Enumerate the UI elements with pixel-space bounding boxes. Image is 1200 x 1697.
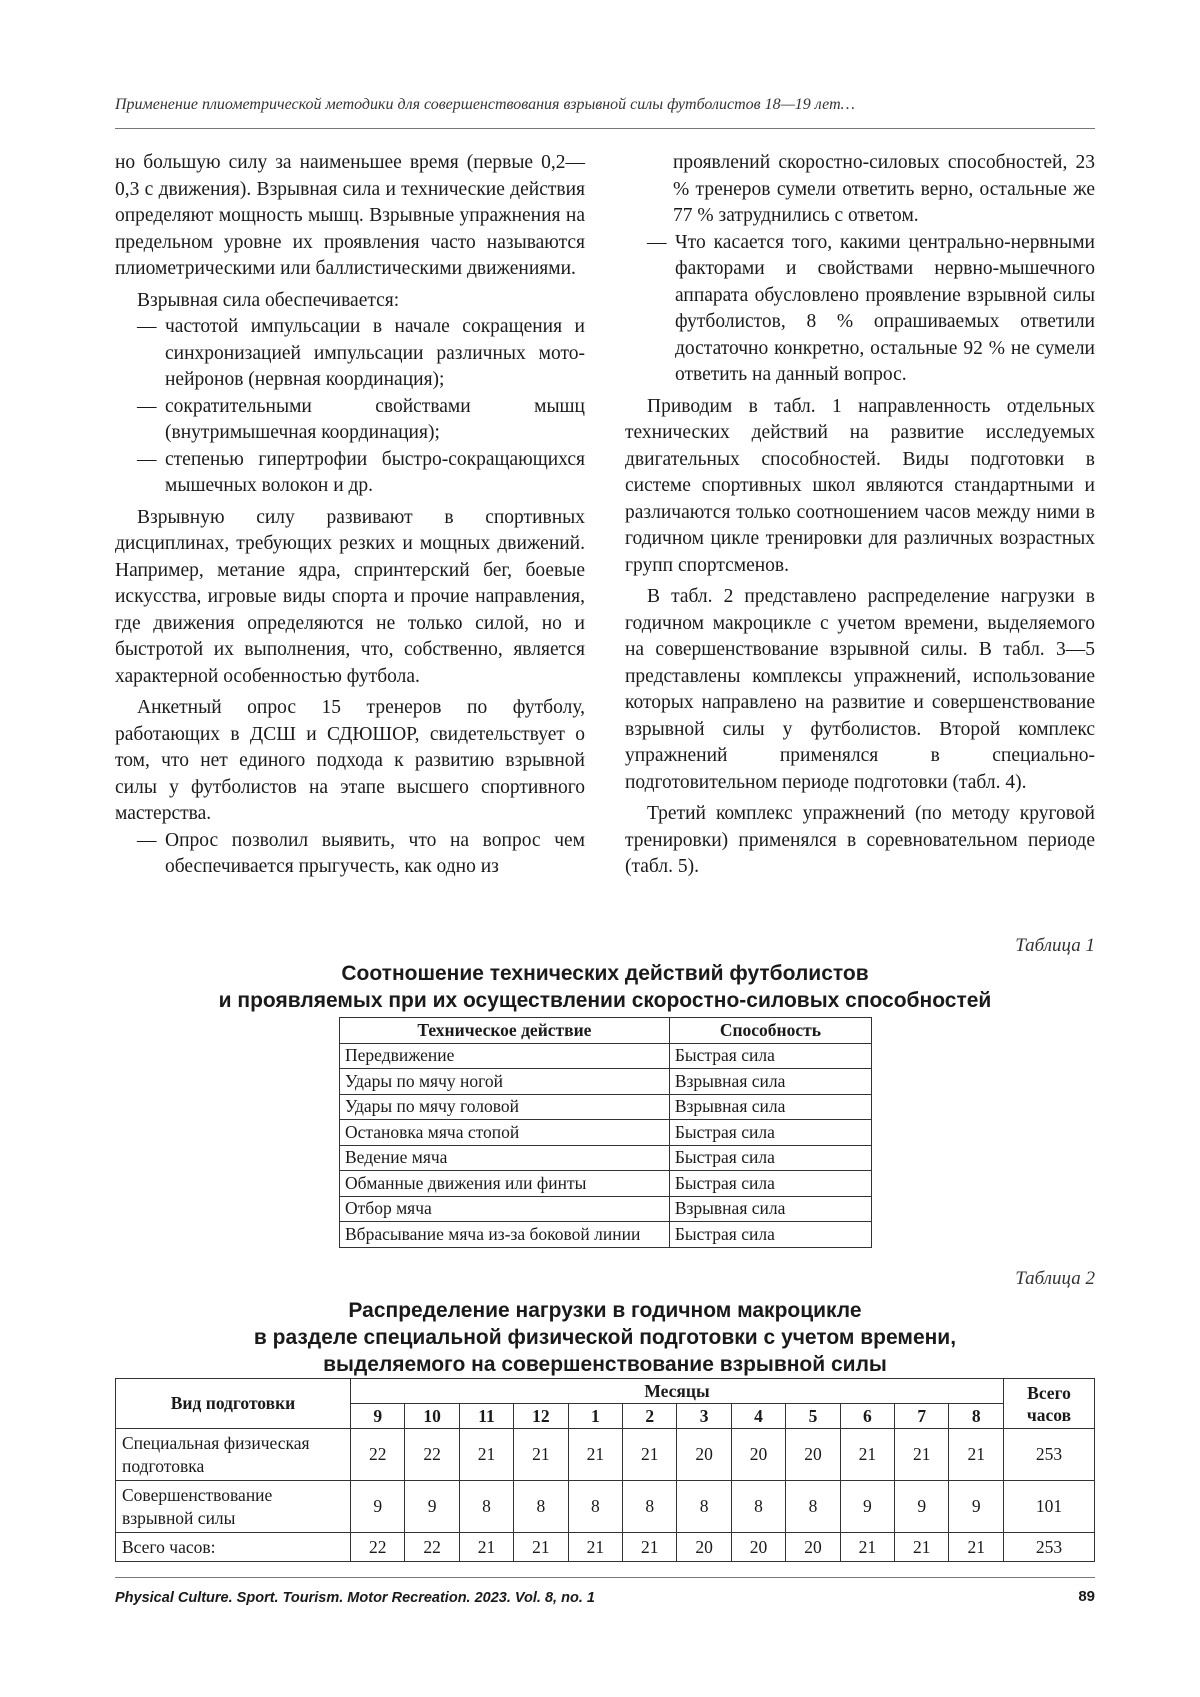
table2-cell-hours: 21 (514, 1533, 568, 1562)
table2-cell-hours: 22 (405, 1429, 459, 1481)
table1-cell-ability: Быстрая сила (669, 1043, 871, 1069)
table2-header-total: Всего часов (1004, 1379, 1095, 1429)
table2-cell-hours: 21 (568, 1429, 622, 1481)
table1-cell-action: Вбрасывание мяча из-за боковой линии (340, 1222, 670, 1248)
table2-cell-hours: 21 (949, 1533, 1004, 1562)
table2-cell-hours: 8 (459, 1481, 513, 1533)
table1-cell-action: Удары по мячу ногой (340, 1069, 670, 1095)
table1-row (340, 1094, 872, 1120)
table1-body (340, 1043, 872, 1247)
table1-row (340, 1196, 872, 1222)
table2-cell-hours: 9 (351, 1481, 405, 1533)
table2-cell-hours: 9 (840, 1481, 894, 1533)
table2-header-type: Вид подготовки (116, 1379, 351, 1429)
table2-cell-hours: 22 (351, 1429, 405, 1481)
table2-cell-hours: 21 (895, 1533, 949, 1562)
table2-row-label: Всего часов: (116, 1533, 351, 1562)
table1-row (340, 1069, 872, 1095)
right-paragraph-3: Третий комплекс упражнений (по методу круговой тренировки) применялся в соревновательном периоде (табл. 5). (625, 803, 1095, 877)
table2-cell-hours: 9 (949, 1481, 1004, 1533)
table1-cell-ability: Взрывная сила (669, 1094, 871, 1120)
table2-cell-hours: 20 (677, 1533, 731, 1562)
footer-divider (115, 1577, 1095, 1578)
list-item-dash: — (137, 448, 157, 470)
table2-cell-hours: 21 (895, 1429, 949, 1481)
table2-row (116, 1429, 1095, 1481)
table2-month-header: 11 (459, 1404, 513, 1429)
table2-cell-hours: 9 (405, 1481, 459, 1533)
table1-cell-action: Передвижение (340, 1043, 670, 1069)
table2-header-months: Месяцы (351, 1379, 1004, 1404)
table1-cell-ability: Быстрая сила (669, 1120, 871, 1146)
table2-cell-hours: 8 (568, 1481, 622, 1533)
table2-month-header: 4 (731, 1404, 785, 1429)
table2-cell-hours: 21 (623, 1533, 677, 1562)
table2-cell-hours: 21 (840, 1533, 894, 1562)
table2-cell-hours: 8 (514, 1481, 568, 1533)
table1-row (340, 1120, 872, 1146)
table1-row (340, 1171, 872, 1197)
table1-row (340, 1145, 872, 1171)
table1-cell-action: Остановка мяча стопой (340, 1120, 670, 1146)
right-continuation: проявлений скоростно-силовых способностей, 23 % тренеров сумели ответить верно, остальные же 77 % затруднились с ответом. (673, 152, 1095, 226)
list-item-dash: — (137, 829, 157, 851)
table2-cell-hours: 8 (731, 1481, 785, 1533)
list-item (115, 828, 585, 881)
list-item (625, 230, 1095, 389)
page-number: 89 (1078, 1588, 1095, 1605)
table1-cell-action: Удары по мячу головой (340, 1094, 670, 1120)
table2-body (116, 1429, 1095, 1562)
left-paragraph-4: Анкетный опрос 15 тренеров по футболу, работающих в ДСШ и СДЮШОР, свидетельствует о том, что нет единого подхода к развитию взрывной силы у футболистов на этапе высшего спортивного мастерства. (115, 697, 585, 824)
table2-month-header: 12 (514, 1404, 568, 1429)
table2-cell-hours: 9 (895, 1481, 949, 1533)
table2-month-header: 2 (623, 1404, 677, 1429)
running-header: Применение плиометрической методики для совершенствования взрывной силы футболистов 18—19 лет… (115, 96, 855, 113)
table2-cell-hours: 8 (677, 1481, 731, 1533)
table2-cell-hours: 20 (677, 1429, 731, 1481)
table1-cell-ability: Быстрая сила (669, 1171, 871, 1197)
table2-month-header: 1 (568, 1404, 622, 1429)
right-paragraph-1: Приводим в табл. 1 направленность отдельных технических действий на развитие исследуемых двигательных способностей. Виды подготовки в системе спортивных школ являются стандартными и различаются только соотношением часов между ними в годичном цикле тренировки для различных возрастных групп спортсменов. (625, 395, 1095, 576)
table1-header-ability: Способность (669, 1018, 871, 1044)
table2-month-header: 7 (895, 1404, 949, 1429)
table1-title-line-1: Соотношение технических действий футболистов (341, 962, 869, 985)
table1-label: Таблица 1 (1015, 935, 1095, 956)
survey-result-list-left (115, 828, 585, 881)
table1-cell-ability: Взрывная сила (669, 1069, 871, 1095)
table1-row (340, 1222, 872, 1248)
table2-cell-hours: 20 (786, 1533, 840, 1562)
table2-cell-hours: 8 (623, 1481, 677, 1533)
table1-header-action: Техническое действие (340, 1018, 670, 1044)
table2-cell-total: 253 (1004, 1533, 1095, 1562)
table2-month-header: 5 (786, 1404, 840, 1429)
table1 (339, 1017, 872, 1248)
list-item-text: сократительными свойствами мышц (внутримышечная координация); (165, 395, 585, 443)
table2-row (116, 1533, 1095, 1562)
list-item (115, 394, 585, 447)
list-item-text: Опрос позволил выявить, что на вопрос чем обеспечивается прыгучесть, как одно из (165, 829, 585, 877)
table2-month-header: 8 (949, 1404, 1004, 1429)
table2-cell-hours: 21 (459, 1533, 513, 1562)
table1-cell-ability: Быстрая сила (669, 1145, 871, 1171)
right-column (625, 150, 1095, 886)
table2 (115, 1378, 1095, 1562)
explosive-strength-factors-list (115, 314, 585, 500)
table2-cell-hours: 8 (786, 1481, 840, 1533)
list-item-dash: — (647, 231, 667, 253)
list-item (115, 447, 585, 500)
table2-cell-total: 101 (1004, 1481, 1095, 1533)
list-item (115, 314, 585, 394)
journal-footer: Physical Culture. Sport. Tourism. Motor Recreation. 2023. Vol. 8, no. 1 (115, 1590, 595, 1606)
table1-title (115, 960, 1095, 1014)
table2-cell-hours: 21 (949, 1429, 1004, 1481)
list-item-text: степенью гипертрофии быстро-сокращающихся мышечных волокон и др. (165, 448, 585, 496)
right-paragraph-2: В табл. 2 представлено распределение нагрузки в годичном макроцикле с учетом времени, выделяемого на совершенствование взрывной силы. В табл. 3—5 представлены комплексы упражнений, использование которых направлено на развитие и совершенствование взрывной силы у футболистов. Второй комплекс упражнений применялся в специально-подготовительном периоде подготовки (табл. 4). (625, 586, 1095, 793)
table2-cell-hours: 21 (568, 1533, 622, 1562)
table2-month-header: 9 (351, 1404, 405, 1429)
table2-title-line-2: в разделе специальной физической подготовки с учетом времени, (253, 1326, 957, 1349)
left-paragraph-2: Взрывная сила обеспечивается: (137, 289, 400, 311)
table2-month-header: 3 (677, 1404, 731, 1429)
left-paragraph-3: Взрывную силу развивают в спортивных дисциплинах, требующих резких и мощных движений. Например, метание ядра, спринтерский бег, боевые искусства, игровые виды спорта и прочие направления, где движения определяются не только силой, но и быстротой их выполнения, что, собственно, является характерной особенностью футбола. (115, 506, 585, 687)
survey-result-list-right (625, 230, 1095, 389)
table2-row-label: Совершенствование взрывной силы (116, 1481, 351, 1533)
table2-cell-hours: 22 (405, 1533, 459, 1562)
table1-cell-action: Ведение мяча (340, 1145, 670, 1171)
table1-header-row (340, 1018, 872, 1044)
left-column (115, 150, 585, 881)
table2-cell-hours: 20 (786, 1429, 840, 1481)
table2-title (115, 1297, 1095, 1378)
header-divider (115, 128, 1095, 129)
list-item-dash: — (137, 395, 157, 417)
table2-month-header: 10 (405, 1404, 459, 1429)
table2-cell-hours: 21 (514, 1429, 568, 1481)
table1-title-line-2: и проявляемых при их осуществлении скоростно-силовых способностей (218, 989, 992, 1012)
table2-title-line-1: Распределение нагрузки в годичном макроцикле (348, 1299, 862, 1322)
table2-label: Таблица 2 (1015, 1268, 1095, 1289)
list-item-dash: — (137, 316, 157, 337)
table2-cell-hours: 21 (623, 1429, 677, 1481)
table1-cell-action: Отбор мяча (340, 1196, 670, 1222)
table2-month-header: 6 (840, 1404, 894, 1429)
left-paragraph-1: но большую силу за наименьшее время (первые 0,2—0,3 с движения). Взрывная сила и технические действия определяют мощность мышц. Взрывные упражнения на предельном уровне их проявления часто называются плиометрическими или баллистическими движениями. (115, 152, 585, 279)
table1-row (340, 1043, 872, 1069)
table1-cell-ability: Взрывная сила (669, 1196, 871, 1222)
table2-row (116, 1481, 1095, 1533)
table1-cell-ability: Быстрая сила (669, 1222, 871, 1248)
table2-row-label: Специальная физическая подготовка (116, 1429, 351, 1481)
table2-header-row-1 (116, 1379, 1095, 1404)
table2-cell-hours: 20 (731, 1533, 785, 1562)
list-item-text: Что касается того, какими центрально-нервными факторами и свойствами нервно-мышечного аппарата обусловлено проявление взрывной силы футболистов, 8 % опрашиваемых ответили достаточно конкретно, остальные 92 % не сумели ответить на данный вопрос. (675, 231, 1095, 385)
table2-cell-hours: 21 (459, 1429, 513, 1481)
table2-cell-total: 253 (1004, 1429, 1095, 1481)
list-item-text: частотой импульсации в начале сокращения и синхронизацией импульсации различных мото-нейронов (нервная координация); (165, 316, 585, 390)
table1-cell-action: Обманные движения или финты (340, 1171, 670, 1197)
table2-title-line-3: выделяемого на совершенствование взрывной силы (323, 1353, 887, 1376)
table2-cell-hours: 22 (351, 1533, 405, 1562)
table2-cell-hours: 20 (731, 1429, 785, 1481)
table2-cell-hours: 21 (840, 1429, 894, 1481)
